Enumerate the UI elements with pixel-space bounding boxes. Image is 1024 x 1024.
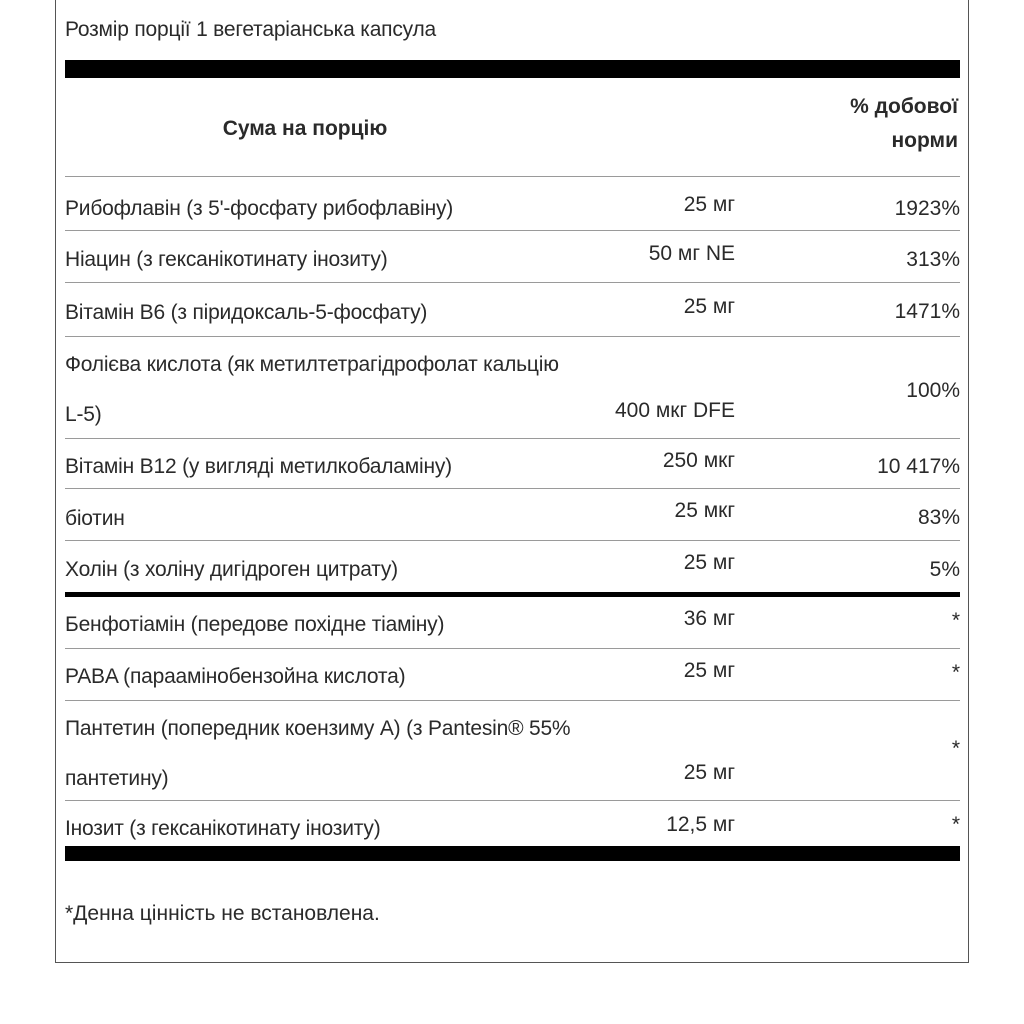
nutrient-name: біотин (65, 507, 125, 530)
supplement-facts-panel (55, 0, 969, 963)
nutrient-name-line1: Фолієва кислота (як метилтетрагідрофолат кальцію (65, 353, 559, 376)
nutrient-name: PABA (параамінобензойна кислота) (65, 665, 406, 688)
nutrient-row (65, 597, 960, 648)
nutrient-daily-value: 83% (917, 506, 960, 529)
nutrient-daily-value: 1923% (894, 197, 960, 220)
nutrient-daily-value: * (951, 661, 960, 684)
nutrient-row (65, 282, 960, 336)
daily-value-header-line2: норми (891, 129, 958, 152)
nutrient-name-line2: пантетину) (65, 767, 169, 790)
nutrient-daily-value: 313% (906, 248, 960, 271)
nutrient-row (65, 230, 960, 282)
nutrient-amount: 25 мг (683, 761, 735, 784)
nutrient-amount: 25 мг (683, 551, 735, 574)
nutrient-amount: 36 мг (683, 607, 735, 630)
nutrient-amount: 250 мкг (662, 449, 735, 472)
nutrient-row (65, 336, 960, 438)
nutrient-amount: 25 мкг (674, 499, 735, 522)
nutrient-amount: 25 мг (683, 295, 735, 318)
nutrient-daily-value: * (951, 813, 960, 836)
footnote: *Денна цінність не встановлена. (65, 902, 380, 925)
nutrient-name-line1: Пантетин (попередник коензиму А) (з Pantesin® 55% (65, 717, 571, 740)
nutrient-amount: 50 мг NE (648, 242, 735, 265)
daily-value-header (850, 90, 958, 158)
nutrient-daily-value: 1471% (894, 300, 960, 323)
nutrient-name: Холін (з холіну дигідроген цитрату) (65, 558, 398, 581)
nutrient-row (65, 488, 960, 540)
nutrient-daily-value: 100% (906, 379, 960, 402)
nutrient-name: Ніацин (з гексанікотинату інозиту) (65, 248, 388, 271)
nutrient-name: Бенфотіамін (передове похідне тіаміну) (65, 613, 445, 636)
nutrient-row (65, 648, 960, 700)
nutrient-row (65, 700, 960, 800)
nutrient-row (65, 540, 960, 592)
daily-value-header-line1: % добової (850, 95, 958, 118)
nutrient-amount: 25 мг (683, 659, 735, 682)
nutrient-daily-value: 10 417% (877, 455, 960, 478)
nutrient-daily-value: * (951, 737, 960, 760)
amount-per-serving-header: Сума на порцію (222, 117, 388, 140)
nutrient-name: Вітамін В12 (у вигляді метилкобаламіну) (65, 455, 452, 478)
nutrient-daily-value: 5% (929, 558, 960, 581)
nutrient-row (65, 176, 960, 230)
nutrient-row (65, 800, 960, 846)
nutrient-row (65, 438, 960, 488)
bottom-divider (65, 846, 960, 861)
nutrient-name: Вітамін В6 (з піридоксаль-5-фосфату) (65, 301, 428, 324)
nutrient-name: Рибофлавін (з 5'-фосфату рибофлавіну) (65, 197, 454, 220)
nutrient-amount: 25 мг (683, 193, 735, 216)
nutrient-daily-value: * (951, 609, 960, 632)
serving-size: Розмір порції 1 вегетаріанська капсула (65, 18, 437, 41)
nutrient-name: Інозит (з гексанікотинату інозиту) (65, 817, 381, 840)
nutrient-amount: 400 мкг DFE (615, 399, 735, 422)
nutrient-name-line2: L-5) (65, 403, 102, 426)
nutrient-amount: 12,5 мг (666, 813, 735, 836)
top-divider (65, 60, 960, 78)
